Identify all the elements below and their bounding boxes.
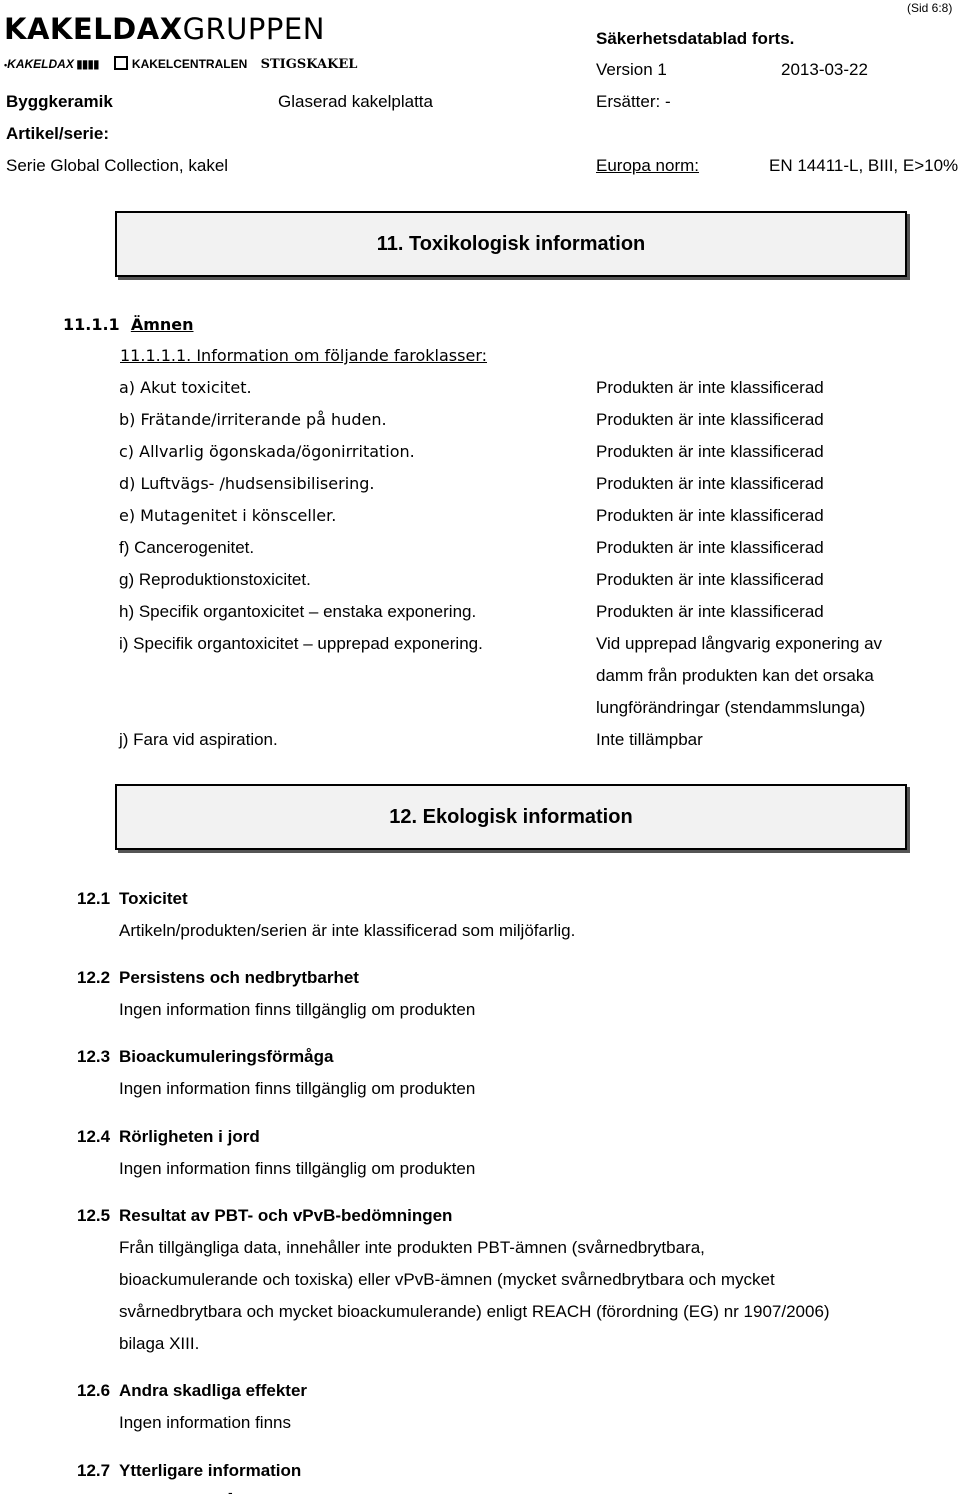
subsection-number: 12.2 xyxy=(77,968,111,987)
hazard-label: e) Mutagenitet i könsceller. xyxy=(119,506,337,525)
logo-main-bold: KAKELDAX xyxy=(4,12,183,46)
hazard-value: Produkten är inte klassificerad xyxy=(596,474,824,493)
subsection-text: bioackumulerande och toxiska) eller vPvB-ämnen (mycket svårnedbrytbara och mycket xyxy=(119,1270,775,1289)
series-name: Serie Global Collection, kakel xyxy=(6,156,229,175)
subsection-text: Ingen information finns tillgänglig om produkten xyxy=(119,1159,476,1178)
hazard-value-line: damm från produkten kan det orsaka xyxy=(596,666,874,685)
subsection-title: Resultat av PBT- och vPvB-bedömningen xyxy=(119,1206,453,1225)
sub-logo-kakeldax: KAKELDAX xyxy=(7,57,74,71)
hazard-label: a) Akut toxicitet. xyxy=(119,378,252,397)
subsection-number: 12.6 xyxy=(77,1381,111,1400)
subsection-text: Ingen information finns tillgänglig om produkten xyxy=(119,1000,476,1019)
subsection-text: - xyxy=(228,1484,233,1500)
subsection-text: Artikeln/produkten/serien är inte klassificerad som miljöfarlig. xyxy=(119,921,576,940)
sub-logo-stigs: STIGSKAKEL xyxy=(260,57,358,72)
norm-value: EN 14411-L, BIII, E>10% xyxy=(769,156,959,175)
hazard-value-line: lungförändringar (stendammslunga) xyxy=(596,698,866,717)
hazard-label: j) Fara vid aspiration. xyxy=(119,730,278,749)
kakelcentralen-box-icon xyxy=(114,56,128,70)
subsection-title: Toxicitet xyxy=(119,889,188,908)
article-series-label: Artikel/serie: xyxy=(6,124,109,143)
hazard-value: Inte tillämpbar xyxy=(596,730,703,749)
category-label: Byggkeramik xyxy=(6,92,113,111)
subsection-number: 12.1 xyxy=(77,889,111,908)
subsection-title: Bioackumuleringsförmåga xyxy=(119,1047,334,1066)
section-12-title: 12. Ekologisk information xyxy=(389,805,633,828)
hazard-classes-heading: 11.1.1.1. Information om följande faroklasser: xyxy=(120,346,488,365)
version-label: Version 1 xyxy=(596,60,667,79)
document-title: Säkerhetsdatablad forts. xyxy=(596,29,795,48)
company-logo xyxy=(4,12,325,46)
document-date: 2013-03-22 xyxy=(781,60,868,79)
logo-main-light: GRUPPEN xyxy=(182,12,325,46)
section-11-title: 11. Toxikologisk information xyxy=(376,232,646,255)
subsection-number: 12.7 xyxy=(77,1461,111,1480)
hazard-label: g) Reproduktionstoxicitet. xyxy=(119,570,311,589)
subsection-title: Andra skadliga effekter xyxy=(119,1381,308,1400)
hazard-value-line: Vid upprepad långvarig exponering av xyxy=(596,634,883,653)
hazard-label: f) Cancerogenitet. xyxy=(119,538,255,557)
norm-label: Europa norm: xyxy=(596,156,699,175)
subsection-title: Ämnen xyxy=(130,315,194,334)
hazard-value: Produkten är inte klassificerad xyxy=(596,506,824,525)
subsection-number: 12.5 xyxy=(77,1206,111,1225)
subsection-number: 11.1.1 xyxy=(63,315,120,334)
subsection-title: Persistens och nedbrytbarhet xyxy=(119,968,359,987)
hazard-value: Produkten är inte klassificerad xyxy=(596,602,824,621)
subsection-text: bilaga XIII. xyxy=(119,1334,200,1353)
subsection-title: Rörligheten i jord xyxy=(119,1127,260,1146)
hazard-value: Produkten är inte klassificerad xyxy=(596,538,824,557)
subsection-text: svårnedbrytbara och mycket bioackumulerande) enligt REACH (förordning (EG) nr 1907/2006) xyxy=(119,1302,830,1321)
hazard-value: Produkten är inte klassificerad xyxy=(596,378,824,397)
hazard-value: Produkten är inte klassificerad xyxy=(596,410,824,429)
hazard-label: i) Specifik organtoxicitet – upprepad exponering. xyxy=(119,634,483,653)
hazard-label: b) Frätande/irriterande på huden. xyxy=(119,410,387,429)
section-11-header xyxy=(115,211,907,277)
subsection-title: Ytterligare information xyxy=(119,1461,302,1480)
hazard-value: Produkten är inte klassificerad xyxy=(596,442,824,461)
hazard-label: d) Luftvägs- /hudsensibilisering. xyxy=(119,474,375,493)
section-12-header xyxy=(115,784,907,850)
subsection-text: Ingen information finns xyxy=(119,1413,291,1432)
page-number: (Sid 6:8) xyxy=(907,1,953,15)
sub-brand-logos: •KAKELDAX ▮▮▮▮ KAKELCENTRALEN STIGSKAKEL xyxy=(4,57,358,72)
product-type: Glaserad kakelplatta xyxy=(278,92,433,111)
subsection-11-1-1 xyxy=(63,315,194,334)
replaces-label: Ersätter: - xyxy=(596,92,671,111)
subsection-number: 12.3 xyxy=(77,1047,111,1066)
hazard-label: c) Allvarlig ögonskada/ögonirritation. xyxy=(119,442,415,461)
hazard-value: Produkten är inte klassificerad xyxy=(596,570,824,589)
subsection-text: Ingen information finns tillgänglig om produkten xyxy=(119,1079,476,1098)
subsection-text: Från tillgängliga data, innehåller inte produkten PBT-ämnen (svårnedbrytbara, xyxy=(119,1238,705,1257)
subsection-number: 12.4 xyxy=(77,1127,111,1146)
hazard-label: h) Specifik organtoxicitet – enstaka exponering. xyxy=(119,602,477,621)
sub-logo-kakelcentralen: KAKELCENTRALEN xyxy=(131,57,248,71)
